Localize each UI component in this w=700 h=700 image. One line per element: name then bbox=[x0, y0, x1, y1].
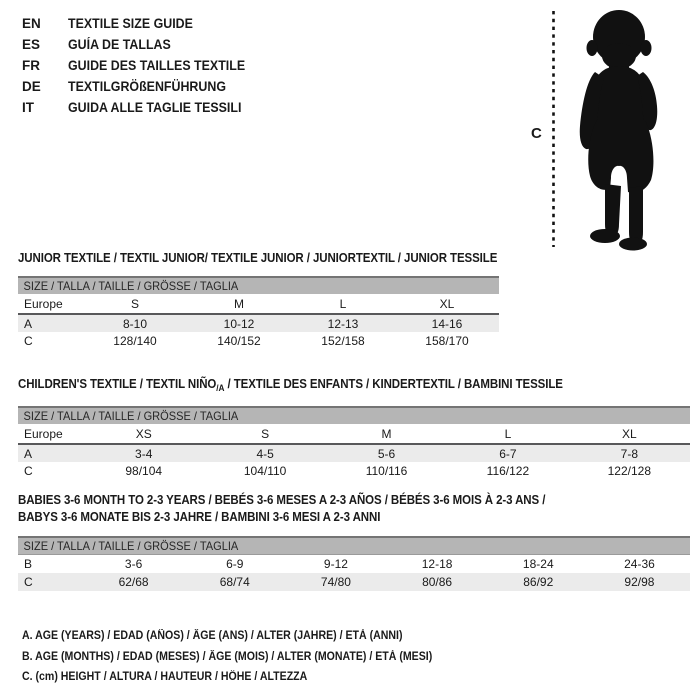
babies-table-title-line1: BABIES 3-6 MONTH TO 2-3 YEARS / BEBÉS 3-6 MESES A 2-3 AÑOS / BÉBÉS 3-6 MOIS À 2-3 ANS / bbox=[18, 493, 546, 507]
value-cell: 110/116 bbox=[365, 463, 408, 478]
value-cell: XL bbox=[621, 426, 637, 441]
language-row bbox=[22, 34, 261, 55]
table-row bbox=[18, 332, 499, 349]
value-cell: 12-13 bbox=[327, 316, 359, 331]
value-cell: 140/152 bbox=[217, 333, 261, 348]
value-cell: 104/110 bbox=[243, 463, 287, 478]
language-label: TEXTILGRÖßENFÜHRUNG bbox=[68, 79, 227, 94]
row-label-cell: A bbox=[24, 316, 33, 331]
table-row bbox=[18, 315, 499, 332]
value-cell: 7-8 bbox=[620, 446, 638, 461]
junior-textile-section bbox=[18, 250, 499, 349]
value-cell: L bbox=[504, 426, 512, 441]
row-label-cell: A bbox=[24, 446, 33, 461]
language-row bbox=[22, 97, 261, 118]
value-cell: 128/140 bbox=[113, 333, 157, 348]
table-row bbox=[18, 462, 690, 479]
value-cell: 3-6 bbox=[124, 557, 143, 571]
value-cell: 86/92 bbox=[523, 575, 554, 589]
value-cell: 24-36 bbox=[624, 557, 655, 571]
value-cell: 12-18 bbox=[421, 557, 453, 571]
language-label: GUIDE DES TAILLES TEXTILE bbox=[68, 58, 246, 73]
value-cell: 152/158 bbox=[321, 333, 365, 348]
language-code: IT bbox=[22, 100, 34, 115]
table-row bbox=[18, 445, 690, 462]
babies-table-title-line2: BABYS 3-6 MONATE BIS 2-3 JAHRE / BAMBINI 3-6 MESI A 2-3 ANNI bbox=[18, 510, 381, 524]
value-cell: 122/128 bbox=[607, 463, 652, 478]
language-row bbox=[22, 76, 261, 97]
row-label-cell: Europe bbox=[24, 426, 63, 441]
legend-line: A. AGE (YEARS) / EDAD (AÑOS) / ÂGE (ANS) / ALTER (JAHRE) / ETÀ (ANNI) bbox=[22, 630, 403, 642]
language-label: GUIDA ALLE TAGLIE TESSILI bbox=[68, 100, 242, 115]
value-cell: XS bbox=[135, 426, 152, 441]
legend-line: C. (cm) HEIGHT / ALTURA / HAUTEUR / HÖHE / ALTEZZA bbox=[22, 671, 308, 683]
size-header-band bbox=[18, 406, 690, 424]
babies-size-table bbox=[18, 536, 690, 591]
baby-silhouette bbox=[540, 6, 670, 252]
value-cell: 8-10 bbox=[122, 316, 148, 331]
junior-size-table bbox=[18, 276, 499, 349]
value-cell: 6-7 bbox=[499, 446, 517, 461]
language-list bbox=[22, 13, 261, 118]
language-code: DE bbox=[22, 79, 41, 94]
babies-textile-section bbox=[18, 492, 690, 591]
legend-line: B. AGE (MONTHS) / EDAD (MESES) / ÂGE (MOIS) / ALTER (MONATE) / ETÀ (MESI) bbox=[22, 650, 433, 663]
row-label-cell: Europe bbox=[24, 296, 63, 311]
row-label-cell: B bbox=[24, 557, 33, 571]
table-row bbox=[18, 294, 499, 315]
childrens-textile-section bbox=[18, 376, 690, 479]
language-row bbox=[22, 13, 261, 34]
language-code: EN bbox=[22, 16, 41, 31]
value-cell: 4-5 bbox=[256, 446, 274, 461]
value-cell: 14-16 bbox=[431, 316, 463, 331]
table-row bbox=[18, 555, 690, 573]
table-row bbox=[18, 573, 690, 591]
value-cell: S bbox=[261, 426, 270, 441]
value-cell: 3-4 bbox=[135, 446, 153, 461]
value-cell: 9-12 bbox=[323, 557, 348, 571]
size-header-band bbox=[18, 276, 499, 294]
size-header-label: SIZE / TALLA / TAILLE / GRÖSSE / TAGLIA bbox=[23, 539, 239, 553]
value-cell: 92/98 bbox=[624, 575, 655, 589]
row-label-cell: C bbox=[24, 333, 33, 348]
value-cell: 6-9 bbox=[226, 557, 244, 571]
value-cell: 116/122 bbox=[486, 463, 530, 478]
value-cell: 18-24 bbox=[522, 557, 554, 571]
language-row bbox=[22, 55, 261, 76]
value-cell: L bbox=[339, 296, 347, 311]
value-cell: 62/68 bbox=[118, 575, 149, 589]
value-cell: 80/86 bbox=[422, 575, 453, 589]
language-code: ES bbox=[22, 37, 41, 52]
measure-label-c: C bbox=[531, 125, 542, 142]
table-row bbox=[18, 424, 690, 445]
value-cell: 158/170 bbox=[425, 333, 469, 348]
size-header-label: SIZE / TALLA / TAILLE / GRÖSSE / TAGLIA bbox=[23, 279, 239, 293]
size-header-band bbox=[18, 536, 690, 555]
baby-silhouette-figure bbox=[540, 6, 670, 252]
row-label-cell: C bbox=[24, 575, 33, 589]
language-label: TEXTILE SIZE GUIDE bbox=[68, 16, 193, 31]
junior-table-title: JUNIOR TEXTILE / TEXTIL JUNIOR/ TEXTILE JUNIOR / JUNIORTEXTIL / JUNIOR TESSILE bbox=[18, 251, 498, 265]
value-cell: 98/104 bbox=[125, 463, 163, 478]
language-code: FR bbox=[22, 58, 40, 73]
childrens-table-title: CHILDREN'S TEXTILE / TEXTIL $NIÑO_{/A}$ / TEXTILE DES ENFANTS / KINDERTEXTIL / BAMBINI TESSILE bbox=[18, 377, 563, 393]
value-cell: M bbox=[381, 426, 392, 441]
row-label-cell: C bbox=[24, 463, 33, 478]
value-cell: 68/74 bbox=[219, 575, 250, 589]
childrens-size-table bbox=[18, 406, 690, 479]
legend bbox=[22, 626, 468, 688]
value-cell: XL bbox=[439, 296, 455, 311]
value-cell: S bbox=[130, 296, 139, 311]
size-header-label: SIZE / TALLA / TAILLE / GRÖSSE / TAGLIA bbox=[23, 409, 239, 423]
value-cell: 74/80 bbox=[320, 575, 351, 589]
value-cell: M bbox=[234, 296, 244, 311]
value-cell: 10-12 bbox=[223, 316, 255, 331]
language-label: GUÍA DE TALLAS bbox=[68, 37, 171, 52]
value-cell: 5-6 bbox=[377, 446, 396, 461]
